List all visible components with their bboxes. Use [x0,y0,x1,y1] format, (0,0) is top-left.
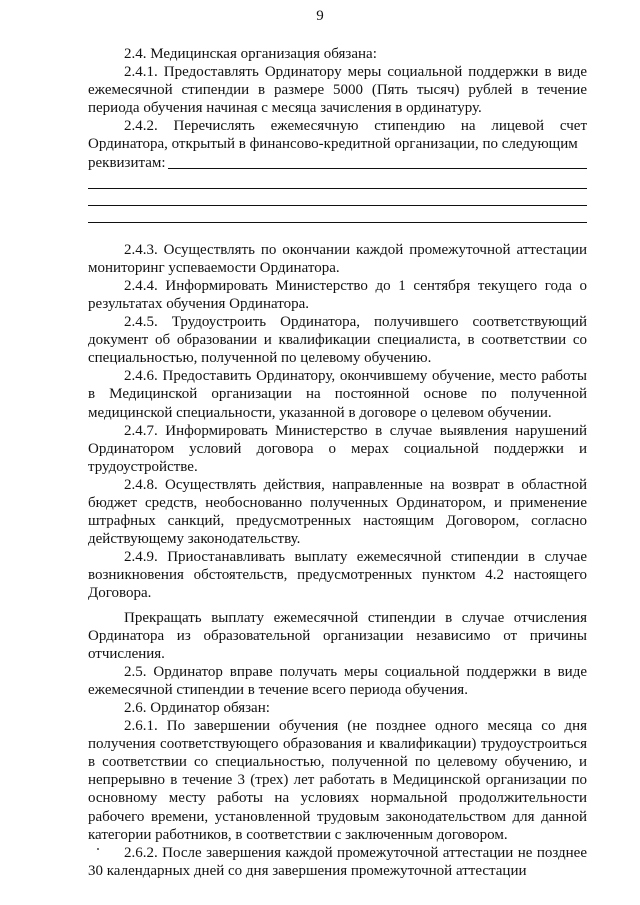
clause-2-4-1: 2.4.1. Предоставлять Ординатору меры социальной поддержки в виде ежемесячной стипендии в размере 5000 (Пять тысяч) рублей в течение периода обучения начиная с месяца зачисления в ординатуру. [88,64,587,117]
clause-2-4-3: 2.4.3. Осуществлять по окончании каждой промежуточной аттестации мониторинг успеваемости Ординатора. [88,241,587,276]
requisites-blank-line-2 [88,172,587,189]
clause-2-4-8: 2.4.8. Осуществлять действия, направленные на возврат в областной бюджет средств, необоснованно полученных Ординатором, и применение штрафных санкций, предусмотренных настоящим Договором, согласно действующему законодательству. [88,476,587,548]
clause-2-4: 2.4. Медицинская организация обязана: [124,46,377,62]
clause-2-4-2: 2.4.2. Перечислять ежемесячную стипендию на лицевой счет Ординатора, открытый в финансово-кредитной организации, по следующим [88,118,587,153]
page-number: 9 [316,8,324,24]
requisites-field [88,154,587,172]
requisites-label: реквизитам: [88,154,166,171]
clause-2-6-1: 2.6.1. По завершении обучения (не позднее одного месяца со дня получения соответствующего образования и квалификации) трудоустроиться в соответствии со специальностью, полученной по целевому обучению, и непрерывно в течение 3 (трех) лет работать в Медицинской организации по основному месту работы на условиях нормальной продолжительности рабочего времени, установленной трудовым законодательством для данной категории работников, в соответствии с заключенным договором. [88,718,587,843]
document-body [88,45,587,880]
requisites-blank-line-3 [88,189,587,206]
clause-2-4-4: 2.4.4. Информировать Министерство до 1 сентября текущего года о результатах обучения Ординатора. [88,277,587,312]
clause-2-6: 2.6. Ординатор обязан: [124,700,270,716]
clause-2-4-7: 2.4.7. Информировать Министерство в случае выявления нарушений Ординатором условий договора о мерах социальной поддержки и трудоустройстве. [88,422,587,475]
clause-2-4-9: 2.4.9. Приостанавливать выплату ежемесячной стипендии в случае возникновения обстоятельств, предусмотренных пунктом 4.2 настоящего Договора. [88,549,587,602]
clause-stop-payment: Прекращать выплату ежемесячной стипендии в случае отчисления Ординатора из образовательной организации независимо от причины отчисления. [88,609,587,662]
clause-2-4-6: 2.4.6. Предоставить Ординатору, окончившему обучение, место работы в Медицинской организации на постоянной основе по полученной медицинской специальности, указанной в договоре о целевом обучении. [88,368,587,421]
requisites-blank-line [168,155,587,169]
clause-2-6-2: 2.6.2. После завершения каждой промежуточной аттестации не позднее 30 календарных дней со дня завершения промежуточной аттестации [88,844,587,879]
clause-2-4-5: 2.4.5. Трудоустроить Ординатора, получившего соответствующий документ об образовании и квалификации специалиста, в соответствии со специальностью, полученной по целевому обучению. [88,314,587,367]
scan-speck [97,848,99,850]
requisites-blank-line-4 [88,206,587,223]
clause-2-5: 2.5. Ординатор вправе получать меры социальной поддержки в виде ежемесячной стипендии в течение всего периода обучения. [88,663,587,698]
